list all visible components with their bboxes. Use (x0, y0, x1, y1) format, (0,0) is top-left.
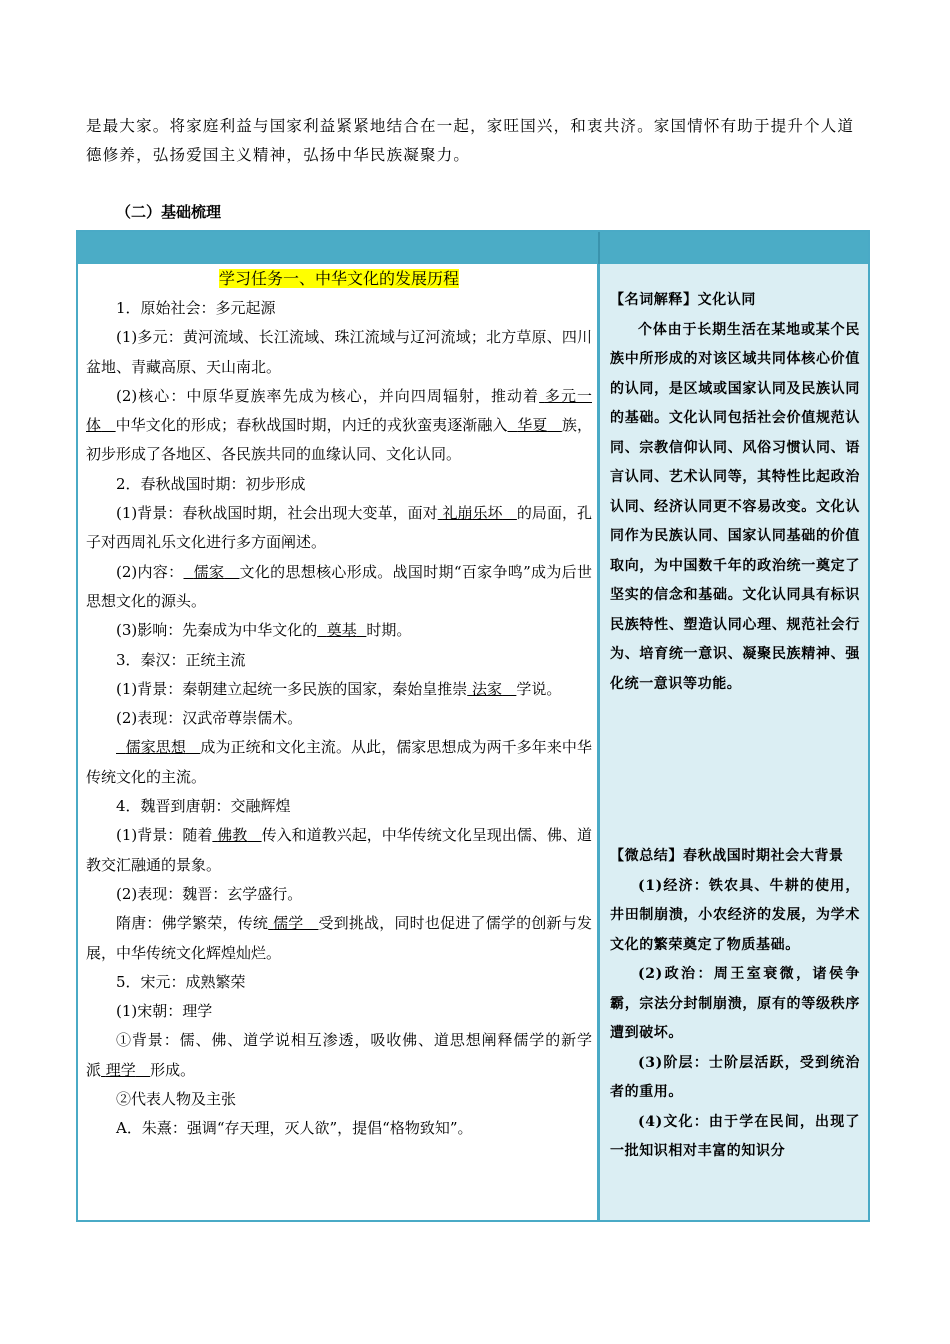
summary-item: (4)文化：由于学在民间，出现了一批知识相对丰富的知识分 (610, 1113, 860, 1159)
mini-summary (610, 842, 860, 1167)
list-item: (1)背景：春秋战国时期，社会出现大变革，面对 礼崩乐坏 的局面，孔子对西周礼乐文化进行多方面阐述。 (86, 504, 592, 552)
list-item: 5．宋元：成熟繁荣 (116, 972, 246, 991)
list-item: 隋唐：佛学繁荣，传统 儒学 受到挑战，同时也促进了儒学的创新与发展，中华传统文化辉煌灿烂。 (86, 914, 592, 962)
header-divider (598, 232, 600, 264)
list-item: 1．原始社会：多元起源 (116, 299, 276, 317)
summary-item: (2)政治：周王室衰微，诸侯争霸，宗法分封制崩溃，原有的等级秩序遭到破坏。 (610, 966, 860, 1041)
task-title: 学习任务一、中华文化的发展历程 (218, 269, 459, 288)
table-header-bar (78, 232, 868, 264)
list-item: (1)多元：黄河流域、长江流域、珠江流域与辽河流域；北方草原、四川盆地、青藏高原、天山南北。 (86, 328, 592, 376)
list-item: (2)表现：魏晋：玄学盛行。 (116, 884, 303, 903)
summary-title: 【微总结】春秋战国时期社会大背景 (610, 848, 844, 864)
list-item: (1)背景：秦朝建立起统一多民族的国家，秦始皇推崇 法家 学说。 (116, 679, 562, 698)
sidebar-notes (600, 264, 868, 1220)
list-item: (2)核心：中原华夏族率先成为核心，并向四周辐射，推动着 多元一体 中华文化的形成；春秋战国时期，内迁的戎狄蛮夷逐渐融入 华夏 族，初步形成了各地区、各民族共同的血缘认同、文化认同。 (86, 386, 592, 464)
list-item: 2．春秋战国时期：初步形成 (116, 474, 306, 493)
summary-item: (1)经济：铁农具、牛耕的使用，井田制崩溃，小农经济的发展，为学术文化的繁荣奠定了物质基础。 (610, 877, 860, 953)
term-body: 个体由于长期生活在某地或某个民族中所形成的对该区域共同体核心价值的认同，是区域或国家认同及民族认同的基础。文化认同包括社会价值规范认同、宗教信仰认同、风俗习惯认同、语言认同、艺术认同等，其特性比起政治认同、经济认同更不容易改变。文化认同作为民族认同、国家认同基础的价值取向，为中国数千年的政治统一奠定了坚实的信念和基础。文化认同具有标识民族特性、塑造认同心理、规范社会行为、培育统一意识、凝聚民族精神、强化统一意识等功能。 (610, 321, 860, 692)
list-item: 4．魏晋到唐朝：交融辉煌 (116, 797, 291, 816)
list-item: ①背景：儒、佛、道学说相互渗透，吸收佛、道思想阐释儒学的新学派 理学 形成。 (86, 1031, 592, 1079)
list-item: (1)背景：随着 佛教 传入和道教兴起，中华传统文化呈现出儒、佛、道教交汇融通的景象。 (86, 826, 592, 874)
list-item: 儒家思想 成为正统和文化主流。从此，儒家思想成为两千多年来中华传统文化的主流。 (86, 738, 592, 786)
term-explanation (610, 286, 860, 699)
list-item: (2)内容： 儒家 文化的思想核心形成。战国时期“百家争鸣”成为后世思想文化的源头。 (86, 562, 592, 610)
section-title: （二）基础梳理 (116, 203, 222, 221)
study-table (76, 230, 870, 1222)
list-item: (3)影响：先秦成为中华文化的 奠基 时期。 (116, 621, 412, 640)
term-title: 【名词解释】文化认同 (610, 292, 756, 308)
intro-paragraph: 是最大家。将家庭利益与国家利益紧紧地结合在一起，家旺国兴，和衷共济。家国情怀有助于提升个人道德修养，弘扬爱国主义精神，弘扬中华民族凝聚力。 (86, 117, 855, 164)
list-item: (1)宋朝：理学 (116, 1002, 213, 1021)
left-column (86, 264, 592, 1144)
summary-item: (3)阶层：士阶层活跃，受到统治者的重用。 (610, 1054, 860, 1100)
list-item: ②代表人物及主张 (116, 1090, 237, 1109)
list-item: (2)表现：汉武帝尊崇儒术。 (116, 709, 303, 728)
list-item: 3．秦汉：正统主流 (116, 650, 246, 669)
list-item: A．朱熹：强调“存天理，灭人欲”，提倡“格物致知”。 (116, 1119, 473, 1138)
